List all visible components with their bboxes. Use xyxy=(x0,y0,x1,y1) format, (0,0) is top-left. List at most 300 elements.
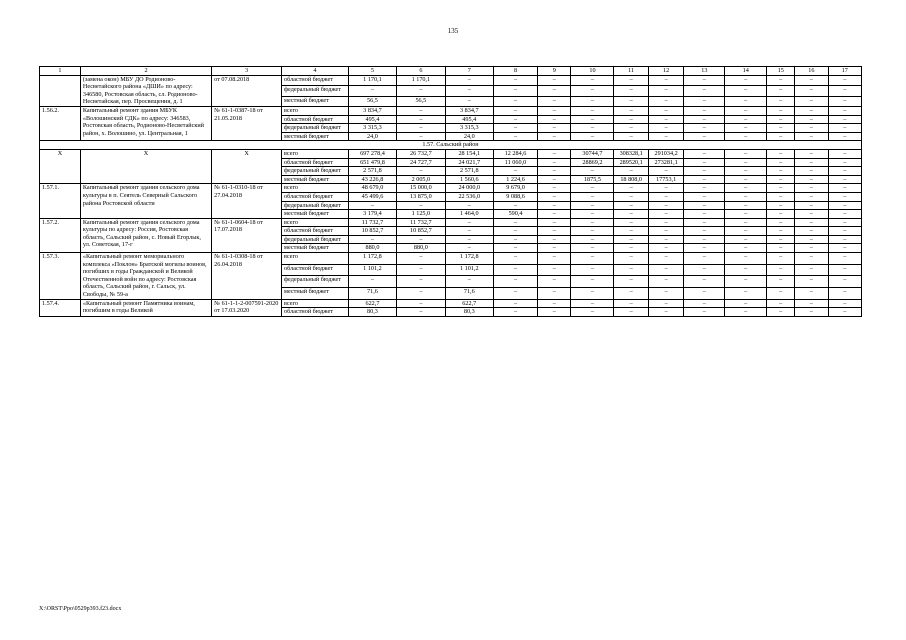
amount-cell: – xyxy=(648,287,684,299)
amount-cell: – xyxy=(648,86,684,96)
amount-cell: 1 464,0 xyxy=(445,210,493,219)
amount-cell: 71,6 xyxy=(445,287,493,299)
amount-cell: – xyxy=(725,132,767,141)
amount-cell: – xyxy=(795,158,828,167)
amount-cell: 11 732,7 xyxy=(348,218,396,227)
amount-cell: – xyxy=(493,276,537,288)
amount-cell: – xyxy=(828,158,861,167)
amount-cell: – xyxy=(767,276,795,288)
object-name: Капитальный ремонт здания сельского дома культуры в п. Сеятель Северный Сальского района Ростовской области xyxy=(80,184,211,218)
header-cell: 8 xyxy=(493,67,537,76)
amount-cell: – xyxy=(397,253,445,265)
amount-cell: – xyxy=(538,149,571,158)
item-number: 1.57.1. xyxy=(40,184,81,218)
funding-source: областной бюджет xyxy=(282,264,349,276)
item-number: 1.57.4. xyxy=(40,299,81,316)
amount-cell: – xyxy=(725,210,767,219)
amount-cell: – xyxy=(648,235,684,244)
amount-cell: 273281,1 xyxy=(648,158,684,167)
amount-cell: – xyxy=(795,299,828,308)
header-cell: 1 xyxy=(40,67,81,76)
amount-cell: – xyxy=(828,132,861,141)
amount-cell: 12 284,6 xyxy=(493,149,537,158)
amount-cell: 80,3 xyxy=(348,308,396,317)
amount-cell: – xyxy=(614,276,648,288)
document-ref: Х xyxy=(212,149,282,183)
object-name: Капитальный ремонт здания сельского дома культуры по адресу: Россия, Ростовская область, Сальский район, с. Новый Егорлык, ул. Советская, 17-г xyxy=(80,218,211,252)
amount-cell: – xyxy=(571,244,614,253)
table-row xyxy=(40,149,862,158)
amount-cell: – xyxy=(571,287,614,299)
amount-cell: 10 852,7 xyxy=(348,227,396,236)
amount-cell: – xyxy=(767,124,795,133)
amount-cell: – xyxy=(648,210,684,219)
amount-cell: 1 101,2 xyxy=(348,264,396,276)
amount-cell: – xyxy=(767,299,795,308)
budget-table xyxy=(39,66,862,317)
amount-cell: – xyxy=(493,227,537,236)
amount-cell: – xyxy=(648,276,684,288)
amount-cell: – xyxy=(538,96,571,106)
amount-cell: – xyxy=(614,299,648,308)
amount-cell: – xyxy=(795,201,828,210)
amount-cell: – xyxy=(795,253,828,265)
header-cell: 4 xyxy=(282,67,349,76)
amount-cell: – xyxy=(828,106,861,115)
amount-cell: – xyxy=(684,253,725,265)
amount-cell: – xyxy=(648,308,684,317)
amount-cell: – xyxy=(648,299,684,308)
amount-cell: – xyxy=(493,86,537,96)
amount-cell: – xyxy=(538,276,571,288)
amount-cell: – xyxy=(445,75,493,85)
amount-cell: 1 172,8 xyxy=(445,253,493,265)
amount-cell: – xyxy=(725,244,767,253)
amount-cell: – xyxy=(445,276,493,288)
header-cell: 14 xyxy=(725,67,767,76)
amount-cell: – xyxy=(828,264,861,276)
object-name: Капитальный ремонт здания МБУК «Волошинский СДК» по адресу: 346583, Ростовская область, Родионово-Несветайский район, х. Волошино, ул. Центральная, 1 xyxy=(80,106,211,140)
amount-cell: – xyxy=(828,287,861,299)
amount-cell: – xyxy=(828,75,861,85)
amount-cell: 15 000,0 xyxy=(397,184,445,193)
amount-cell: 291034,2 xyxy=(648,149,684,158)
amount-cell: – xyxy=(571,264,614,276)
header-cell: 7 xyxy=(445,67,493,76)
amount-cell: 24 021,7 xyxy=(445,158,493,167)
funding-source: федеральный бюджет xyxy=(282,235,349,244)
amount-cell: – xyxy=(795,175,828,184)
document-ref: № 61-1-1-2-007591-2020 от 17.03.2020 xyxy=(212,299,282,316)
amount-cell: – xyxy=(725,96,767,106)
amount-cell: – xyxy=(571,132,614,141)
amount-cell: – xyxy=(538,253,571,265)
amount-cell: – xyxy=(493,115,537,124)
amount-cell: 28 154,1 xyxy=(445,149,493,158)
amount-cell: – xyxy=(725,287,767,299)
funding-source: местный бюджет xyxy=(282,96,349,106)
amount-cell: – xyxy=(493,218,537,227)
table-row xyxy=(40,253,862,265)
amount-cell: – xyxy=(493,132,537,141)
amount-cell: – xyxy=(571,75,614,85)
amount-cell: – xyxy=(684,287,725,299)
amount-cell: – xyxy=(538,124,571,133)
amount-cell: – xyxy=(614,210,648,219)
amount-cell: 24 000,0 xyxy=(445,184,493,193)
amount-cell: 3 834,7 xyxy=(445,106,493,115)
amount-cell: – xyxy=(538,235,571,244)
amount-cell: – xyxy=(828,201,861,210)
amount-cell: – xyxy=(725,235,767,244)
amount-cell: – xyxy=(493,253,537,265)
header-cell: 11 xyxy=(614,67,648,76)
funding-source: всего xyxy=(282,106,349,115)
amount-cell: – xyxy=(795,124,828,133)
amount-cell: – xyxy=(648,106,684,115)
amount-cell: – xyxy=(614,253,648,265)
amount-cell: 622,7 xyxy=(348,299,396,308)
amount-cell: – xyxy=(538,175,571,184)
amount-cell: – xyxy=(767,175,795,184)
amount-cell: – xyxy=(828,149,861,158)
amount-cell: – xyxy=(767,264,795,276)
amount-cell: – xyxy=(767,192,795,201)
amount-cell: – xyxy=(795,218,828,227)
amount-cell: – xyxy=(767,201,795,210)
amount-cell: 1 170,1 xyxy=(348,75,396,85)
item-number: 1.57.2. xyxy=(40,218,81,252)
amount-cell: 11 732,7 xyxy=(397,218,445,227)
amount-cell: – xyxy=(538,308,571,317)
amount-cell: – xyxy=(648,227,684,236)
amount-cell: – xyxy=(648,218,684,227)
amount-cell: 80,3 xyxy=(445,308,493,317)
amount-cell: – xyxy=(571,276,614,288)
funding-source: местный бюджет xyxy=(282,132,349,141)
amount-cell: – xyxy=(828,235,861,244)
amount-cell: 880,0 xyxy=(397,244,445,253)
amount-cell: 48 679,0 xyxy=(348,184,396,193)
amount-cell: – xyxy=(538,184,571,193)
amount-cell: – xyxy=(767,106,795,115)
amount-cell: – xyxy=(725,276,767,288)
amount-cell: – xyxy=(828,276,861,288)
amount-cell: 1 172,8 xyxy=(348,253,396,265)
amount-cell: – xyxy=(571,184,614,193)
amount-cell: 3 315,3 xyxy=(348,124,396,133)
amount-cell: – xyxy=(767,75,795,85)
amount-cell: – xyxy=(725,158,767,167)
amount-cell: – xyxy=(725,106,767,115)
document-ref: от 07.08.2018 xyxy=(212,75,282,106)
funding-source: федеральный бюджет xyxy=(282,86,349,96)
amount-cell: – xyxy=(614,106,648,115)
funding-source: областной бюджет xyxy=(282,115,349,124)
amount-cell: – xyxy=(795,244,828,253)
amount-cell: 3 834,7 xyxy=(348,106,396,115)
amount-cell: – xyxy=(767,308,795,317)
amount-cell: – xyxy=(614,192,648,201)
amount-cell: 651 479,8 xyxy=(348,158,396,167)
amount-cell: – xyxy=(725,192,767,201)
amount-cell: – xyxy=(648,264,684,276)
amount-cell: – xyxy=(725,184,767,193)
amount-cell: – xyxy=(538,218,571,227)
amount-cell: – xyxy=(571,218,614,227)
amount-cell: – xyxy=(648,244,684,253)
funding-source: всего xyxy=(282,184,349,193)
amount-cell: – xyxy=(725,201,767,210)
amount-cell: – xyxy=(493,106,537,115)
amount-cell: – xyxy=(828,192,861,201)
amount-cell: – xyxy=(725,308,767,317)
amount-cell: – xyxy=(397,308,445,317)
amount-cell: 28869,2 xyxy=(571,158,614,167)
header-cell: 2 xyxy=(80,67,211,76)
amount-cell: – xyxy=(795,264,828,276)
amount-cell: 2 571,8 xyxy=(348,167,396,176)
amount-cell: – xyxy=(648,124,684,133)
amount-cell: – xyxy=(493,287,537,299)
amount-cell: – xyxy=(571,124,614,133)
amount-cell: 26 732,7 xyxy=(397,149,445,158)
amount-cell: – xyxy=(614,264,648,276)
amount-cell: – xyxy=(397,201,445,210)
amount-cell: – xyxy=(538,244,571,253)
amount-cell: – xyxy=(397,264,445,276)
amount-cell: – xyxy=(828,253,861,265)
amount-cell: – xyxy=(828,175,861,184)
amount-cell: 13 875,0 xyxy=(397,192,445,201)
amount-cell: – xyxy=(684,210,725,219)
header-cell: 3 xyxy=(212,67,282,76)
amount-cell: 43 226,8 xyxy=(348,175,396,184)
amount-cell: – xyxy=(684,106,725,115)
table-row xyxy=(40,106,862,115)
amount-cell: – xyxy=(538,115,571,124)
amount-cell: – xyxy=(767,218,795,227)
amount-cell: – xyxy=(538,106,571,115)
amount-cell: – xyxy=(684,276,725,288)
item-number: Х xyxy=(40,149,81,183)
section-row xyxy=(40,141,862,150)
amount-cell: – xyxy=(725,218,767,227)
amount-cell: – xyxy=(795,167,828,176)
amount-cell: – xyxy=(614,287,648,299)
amount-cell: – xyxy=(648,115,684,124)
amount-cell: – xyxy=(684,132,725,141)
amount-cell: – xyxy=(648,184,684,193)
amount-cell: 880,0 xyxy=(348,244,396,253)
header-cell: 5 xyxy=(348,67,396,76)
document-ref: № 61-1-0604-18 от 17.07.2018 xyxy=(212,218,282,252)
amount-cell: 622,7 xyxy=(445,299,493,308)
amount-cell: 9 679,0 xyxy=(493,184,537,193)
amount-cell: 56,5 xyxy=(397,96,445,106)
amount-cell: 24,0 xyxy=(348,132,396,141)
amount-cell: – xyxy=(828,96,861,106)
object-name: «Капитальный ремонт мемориального комплекса «Поклон» Братской могилы воинов, погибших в годы Гражданской и Великой Отечественной войн по адресу: Ростовская область, Сальский район, г. Сальск, ул. Свободы, № 59-а xyxy=(80,253,211,300)
amount-cell: – xyxy=(795,149,828,158)
amount-cell: – xyxy=(445,227,493,236)
funding-source: всего xyxy=(282,149,349,158)
amount-cell: – xyxy=(767,184,795,193)
amount-cell: – xyxy=(538,299,571,308)
amount-cell: – xyxy=(684,299,725,308)
amount-cell: – xyxy=(493,201,537,210)
amount-cell: – xyxy=(493,96,537,106)
funding-source: областной бюджет xyxy=(282,192,349,201)
amount-cell: – xyxy=(828,115,861,124)
amount-cell: 45 499,6 xyxy=(348,192,396,201)
amount-cell: – xyxy=(725,167,767,176)
amount-cell: – xyxy=(795,106,828,115)
amount-cell: – xyxy=(538,227,571,236)
document-ref: № 61-1-0387-18 от 21.05.2018 xyxy=(212,106,282,140)
header-cell: 9 xyxy=(538,67,571,76)
amount-cell: – xyxy=(795,308,828,317)
amount-cell: – xyxy=(538,158,571,167)
amount-cell: 18 808,0 xyxy=(614,175,648,184)
amount-cell: – xyxy=(614,235,648,244)
amount-cell: – xyxy=(538,132,571,141)
amount-cell: – xyxy=(571,167,614,176)
amount-cell: – xyxy=(614,308,648,317)
item-number xyxy=(40,75,81,106)
amount-cell: 11 060,0 xyxy=(493,158,537,167)
amount-cell: – xyxy=(725,264,767,276)
amount-cell: – xyxy=(828,124,861,133)
amount-cell: – xyxy=(538,192,571,201)
amount-cell: – xyxy=(795,184,828,193)
amount-cell: – xyxy=(684,264,725,276)
amount-cell: – xyxy=(828,218,861,227)
amount-cell: – xyxy=(571,86,614,96)
amount-cell: – xyxy=(397,86,445,96)
amount-cell: – xyxy=(614,227,648,236)
amount-cell: – xyxy=(538,167,571,176)
amount-cell: – xyxy=(493,264,537,276)
amount-cell: – xyxy=(614,96,648,106)
amount-cell: 308328,1 xyxy=(614,149,648,158)
amount-cell: – xyxy=(397,235,445,244)
amount-cell: – xyxy=(684,201,725,210)
funding-source: местный бюджет xyxy=(282,210,349,219)
amount-cell: – xyxy=(767,253,795,265)
amount-cell: – xyxy=(445,86,493,96)
amount-cell: – xyxy=(648,96,684,106)
amount-cell: – xyxy=(493,167,537,176)
amount-cell: – xyxy=(397,132,445,141)
amount-cell: – xyxy=(684,235,725,244)
funding-source: федеральный бюджет xyxy=(282,276,349,288)
amount-cell: 17753,1 xyxy=(648,175,684,184)
amount-cell: – xyxy=(397,115,445,124)
funding-source: всего xyxy=(282,299,349,308)
amount-cell: – xyxy=(828,184,861,193)
object-name: «Капитальный ремонт Памятника воинам, погибшим в годы Великой xyxy=(80,299,211,316)
amount-cell: – xyxy=(684,244,725,253)
amount-cell: – xyxy=(648,75,684,85)
amount-cell: – xyxy=(828,86,861,96)
header-cell: 15 xyxy=(767,67,795,76)
amount-cell: – xyxy=(767,86,795,96)
amount-cell: – xyxy=(348,201,396,210)
amount-cell: – xyxy=(684,158,725,167)
amount-cell: – xyxy=(538,210,571,219)
amount-cell: – xyxy=(445,201,493,210)
amount-cell: – xyxy=(493,75,537,85)
amount-cell: – xyxy=(725,86,767,96)
amount-cell: – xyxy=(571,210,614,219)
funding-source: местный бюджет xyxy=(282,244,349,253)
funding-source: федеральный бюджет xyxy=(282,201,349,210)
amount-cell: 10 852,7 xyxy=(397,227,445,236)
header-row xyxy=(40,67,862,76)
item-number: 1.56.2. xyxy=(40,106,81,140)
funding-source: федеральный бюджет xyxy=(282,167,349,176)
amount-cell: – xyxy=(397,299,445,308)
amount-cell: – xyxy=(397,106,445,115)
amount-cell: – xyxy=(725,124,767,133)
amount-cell: – xyxy=(684,308,725,317)
amount-cell: 2 571,8 xyxy=(445,167,493,176)
header-cell: 12 xyxy=(648,67,684,76)
amount-cell: – xyxy=(571,192,614,201)
header-cell: 16 xyxy=(795,67,828,76)
header-cell: 10 xyxy=(571,67,614,76)
amount-cell: – xyxy=(538,264,571,276)
amount-cell: – xyxy=(648,132,684,141)
amount-cell: – xyxy=(538,75,571,85)
amount-cell: – xyxy=(795,192,828,201)
amount-cell: – xyxy=(795,227,828,236)
funding-source: областной бюджет xyxy=(282,308,349,317)
item-number: 1.57.3. xyxy=(40,253,81,300)
amount-cell: – xyxy=(795,235,828,244)
amount-cell: – xyxy=(828,210,861,219)
document-ref: № 61-1-0308-18 от 26.04.2018 xyxy=(212,253,282,300)
amount-cell: – xyxy=(767,210,795,219)
amount-cell: – xyxy=(397,124,445,133)
amount-cell: 3 179,4 xyxy=(348,210,396,219)
page-number: 135 xyxy=(447,27,459,35)
amount-cell: – xyxy=(684,124,725,133)
amount-cell: – xyxy=(767,287,795,299)
amount-cell: – xyxy=(614,132,648,141)
amount-cell: 56,5 xyxy=(348,96,396,106)
amount-cell: – xyxy=(614,75,648,85)
amount-cell: – xyxy=(493,124,537,133)
amount-cell: – xyxy=(614,124,648,133)
amount-cell: – xyxy=(684,75,725,85)
amount-cell: – xyxy=(348,86,396,96)
amount-cell: – xyxy=(767,158,795,167)
amount-cell: – xyxy=(795,86,828,96)
amount-cell: – xyxy=(795,75,828,85)
amount-cell: – xyxy=(767,227,795,236)
amount-cell: – xyxy=(445,218,493,227)
amount-cell: 697 278,4 xyxy=(348,149,396,158)
amount-cell: – xyxy=(684,192,725,201)
header-cell: 6 xyxy=(397,67,445,76)
funding-source: областной бюджет xyxy=(282,227,349,236)
amount-cell: – xyxy=(684,96,725,106)
amount-cell: – xyxy=(571,299,614,308)
amount-cell: 1 560,6 xyxy=(445,175,493,184)
amount-cell: – xyxy=(493,235,537,244)
